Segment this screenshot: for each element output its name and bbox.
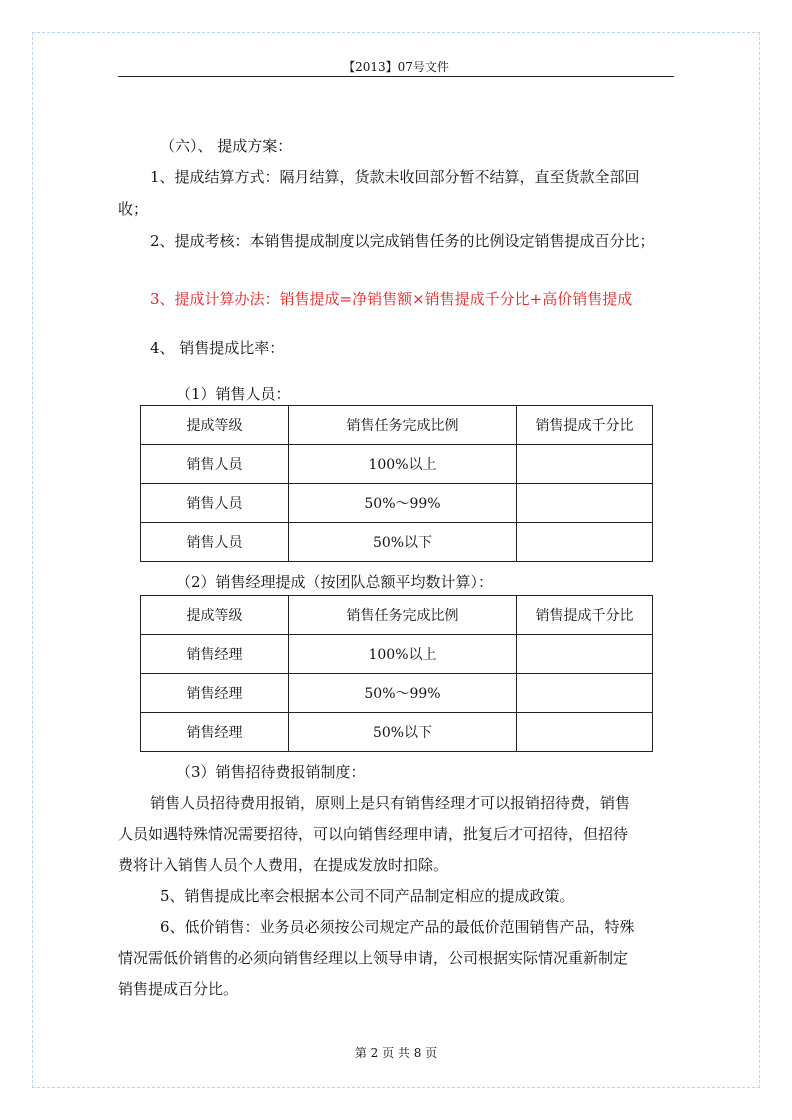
item-4: 4、 销售提成比率： bbox=[150, 339, 285, 357]
table-cell: 50%～99% bbox=[289, 674, 517, 713]
item-6-line-2: 情况需低价销售的必须向销售经理以上领导申请，公司根据实际情况重新制定 bbox=[118, 949, 629, 967]
section-title: （六）、 提成方案： bbox=[160, 137, 293, 155]
table-row bbox=[141, 635, 653, 674]
table-cell: 50%以下 bbox=[289, 713, 517, 752]
table-cell bbox=[517, 445, 653, 484]
item-1-line-1: 1、提成结算方式：隔月结算，货款未收回部分暂不结算，直至货款全部回 bbox=[150, 168, 640, 186]
sales-manager-table bbox=[140, 595, 653, 752]
table-cell: 销售经理 bbox=[141, 674, 289, 713]
table-row bbox=[141, 674, 653, 713]
table-row bbox=[141, 445, 653, 484]
table-cell bbox=[517, 523, 653, 562]
sub-3-line-1: 销售人员招待费用报销，原则上是只有销售经理才可以报销招待费，销售 bbox=[150, 794, 631, 812]
table-cell: 销售人员 bbox=[141, 523, 289, 562]
header-cell: 销售提成千分比 bbox=[517, 596, 653, 635]
table-header-row bbox=[141, 406, 653, 445]
table-row bbox=[141, 713, 653, 752]
table-cell: 50%～99% bbox=[289, 484, 517, 523]
table-cell: 50%以下 bbox=[289, 523, 517, 562]
table-2-caption: （2）销售经理提成（按团队总额平均数计算）： bbox=[176, 573, 494, 591]
header-cell: 销售任务完成比例 bbox=[289, 596, 517, 635]
item-6-line-3: 销售提成百分比。 bbox=[118, 980, 239, 998]
table-cell: 销售经理 bbox=[141, 713, 289, 752]
header-rule bbox=[118, 76, 674, 77]
item-3-formula: 3、提成计算办法：销售提成=净销售额×销售提成千分比+高价销售提成 bbox=[150, 290, 633, 308]
header-cell: 销售任务完成比例 bbox=[289, 406, 517, 445]
sales-staff-table bbox=[140, 405, 653, 562]
table-cell: 销售人员 bbox=[141, 484, 289, 523]
table-cell bbox=[517, 674, 653, 713]
header-cell: 销售提成千分比 bbox=[517, 406, 653, 445]
table-cell: 100%以上 bbox=[289, 635, 517, 674]
item-6-line-1: 6、低价销售：业务员必须按公司规定产品的最低价范围销售产品，特殊 bbox=[160, 918, 635, 936]
sub-3-caption: （3）销售招待费报销制度： bbox=[176, 763, 366, 781]
item-1-line-2: 收； bbox=[118, 200, 149, 218]
table-cell bbox=[517, 484, 653, 523]
table-1-caption: （1）销售人员： bbox=[176, 385, 291, 403]
item-2: 2、提成考核：本销售提成制度以完成销售任务的比例设定销售提成百分比； bbox=[150, 232, 655, 250]
table-cell: 销售人员 bbox=[141, 445, 289, 484]
table-cell bbox=[517, 635, 653, 674]
sub-3-line-3: 费将计入销售人员个人费用，在提成发放时扣除。 bbox=[118, 856, 449, 874]
table-row bbox=[141, 484, 653, 523]
page-number-footer: 第 2 页 共 8 页 bbox=[354, 1046, 438, 1060]
table-cell: 销售经理 bbox=[141, 635, 289, 674]
header-cell: 提成等级 bbox=[141, 406, 289, 445]
item-5: 5、销售提成比率会根据本公司不同产品制定相应的提成政策。 bbox=[160, 887, 575, 905]
table-cell: 100%以上 bbox=[289, 445, 517, 484]
sub-3-line-2: 人员如遇特殊情况需要招待，可以向销售经理申请，批复后才可招待，但招待 bbox=[118, 825, 629, 843]
table-header-row bbox=[141, 596, 653, 635]
document-header: 【2013】07号文件 bbox=[343, 60, 449, 74]
table-row bbox=[141, 523, 653, 562]
table-cell bbox=[517, 713, 653, 752]
header-cell: 提成等级 bbox=[141, 596, 289, 635]
